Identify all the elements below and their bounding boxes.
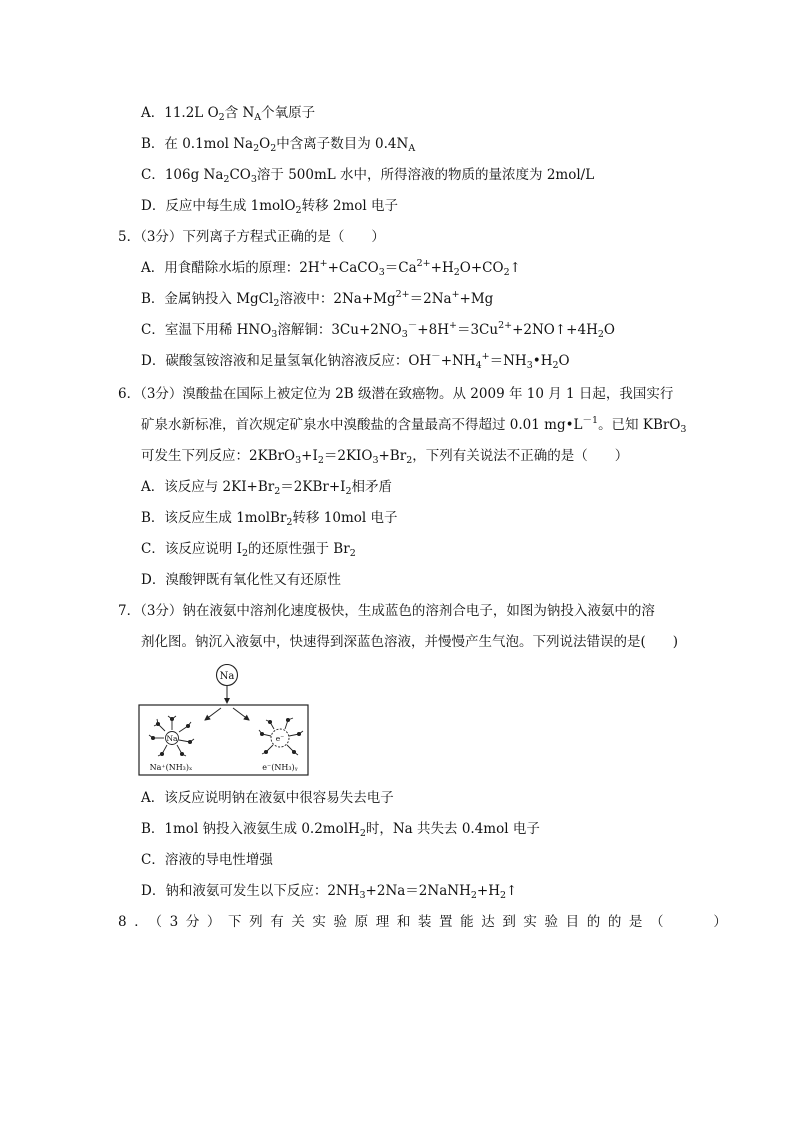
- q6-option-d: D．溴酸钾既有氧化性又有还原性: [141, 572, 341, 588]
- q7-stem-line1: 7．（3分）钠在液氨中溶剂化速度极快，生成蓝色的溶剂合电子，如图为钠投入液氨中的溶: [118, 603, 655, 619]
- q4-option-a: A．11.2L $O_2$含 $N_A$个氧原子: [141, 105, 316, 123]
- q7-stem-line2: 剂化图。钠沉入液氨中，快速得到深蓝色溶液，并慢慢产生气泡。下列说法错误的是( ): [141, 634, 679, 650]
- q4-option-b: B．在 0.1mol $Na_2O_2$中含离子数目为 $0.4N_A$: [141, 136, 416, 154]
- q6-stem-line2: 矿泉水新标准，首次规定矿泉水中溴酸盐的含量最高不得超过 0.01 $mg•L^{-1}$。已知 KBrO$_3$: [141, 415, 687, 435]
- q5-option-a: A．用食醋除水垢的原理：$2H^++CaCO_3=Ca^{2+}+H_2O+CO_2↑$: [141, 258, 521, 278]
- q7-option-c: C．溶液的导电性增强: [141, 852, 273, 868]
- electron-label: e⁻: [275, 734, 285, 743]
- solvation-diagram: [138, 664, 310, 776]
- q6-option-a: A．该反应与 $2KI+Br_2=2KBr+I_2$相矛盾: [141, 479, 393, 497]
- q7-option-b: B．1mol 钠投入液氨生成 0.2molH$_2$时，Na 共失去 0.4mol 电子: [141, 821, 540, 839]
- q7-option-d: D．钠和液氨可发生以下反应：$2NH_3+2Na=2NaNH_2+H_2↑$: [141, 883, 518, 901]
- q4-option-d: D．反应中每生成 1molO$_2$转移 2mol 电子: [141, 198, 398, 216]
- q8-stem: 8．（3分）下列有关实验原理和装置能达到实验目的的是（ ）: [118, 914, 735, 930]
- sodium-label: Na: [219, 671, 235, 682]
- q5-option-d: D．碳酸氢铵溶液和足量氢氧化钠溶液反应：$OH^-+NH_4^+=NH_3•H_2O$: [141, 351, 570, 371]
- q6-option-c: C．该反应说明 $I_2$的还原性强于 $Br_2$: [141, 541, 356, 559]
- q5-stem: 5．（3分）下列离子方程式正确的是（ ）: [118, 229, 385, 245]
- sodium-cation-label: Na: [166, 734, 178, 743]
- electron-caption: e⁻(NH₃)ᵧ: [262, 763, 298, 772]
- q6-stem-line1: 6．（3分）溴酸盐在国际上被定位为 2B 级潜在致癌物。从 2009 年 10 月 1 日起，我国实行: [118, 386, 674, 402]
- q7-option-a: A．该反应说明钠在液氨中很容易失去电子: [141, 790, 394, 806]
- q5-option-b: B．金属钠投入 MgCl$_2$溶液中：$2Na+Mg^{2+}=2Na^++Mg$: [141, 289, 494, 309]
- sodium-cation-caption: Na⁺(NH₃)ₓ: [149, 763, 193, 772]
- q5-option-c: C．室温下用稀 $HNO_3$溶解铜：$3Cu+2NO_3^-+8H^+=3Cu^{2+}+2NO↑+4H_2O$: [141, 320, 615, 340]
- q6-option-b: B．该反应生成 1molBr$_2$转移 10mol 电子: [141, 510, 398, 528]
- q4-option-c: C．106g $Na_2CO_3$溶于 500mL 水中，所得溶液的物质的量浓度为 2mol/L: [141, 167, 595, 185]
- q6-stem-line3: 可发生下列反应：$2KBrO_3+I_2=2KIO_3+Br_2$，下列有关说法不正确的是（ ）: [141, 448, 629, 466]
